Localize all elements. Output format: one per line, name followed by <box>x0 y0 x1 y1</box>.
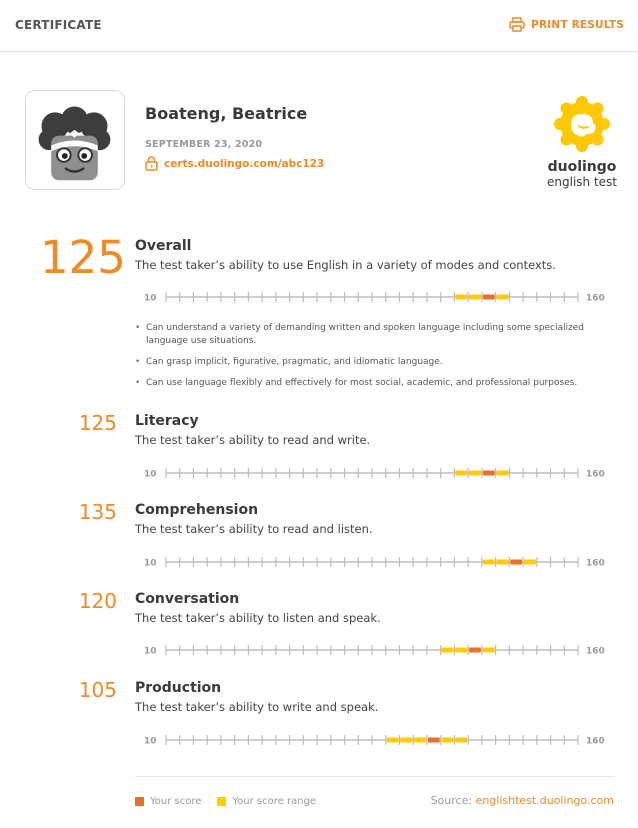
source-link[interactable]: englishtest.duolingo.com <box>475 794 614 807</box>
score-range-segment <box>455 295 467 300</box>
footer-divider <box>135 776 615 777</box>
score-range-segment <box>483 648 495 653</box>
legend <box>135 796 316 807</box>
scale-min-label: 10 <box>144 646 157 657</box>
source-label: Source: <box>430 794 473 807</box>
scale-min-label: 10 <box>144 469 157 480</box>
score-marker <box>483 471 495 476</box>
score-range-segment <box>442 738 454 743</box>
literacy-description: The test taker’s ability to read and write. <box>135 433 371 447</box>
production-description: The test taker’s ability to write and speak. <box>135 700 379 714</box>
conversation-scale <box>140 642 610 658</box>
page-title: CERTIFICATE <box>15 18 102 32</box>
overall-descriptors <box>135 322 615 398</box>
score-range-segment <box>455 471 467 476</box>
certificate-link[interactable] <box>145 156 324 171</box>
score-range-segment <box>455 648 467 653</box>
overall-scale <box>140 289 610 305</box>
score-marker <box>510 560 522 565</box>
certificate-url: certs.duolingo.com/abc123 <box>164 157 325 170</box>
scale-max-label: 160 <box>586 469 605 480</box>
legend-range-label: Your score range <box>232 796 317 807</box>
legend-score-label: Your score <box>150 796 202 807</box>
overall-title: Overall <box>135 238 192 254</box>
descriptor-item: • Can use language flexibly and effectively for most social, academic, and professional purposes. <box>135 377 615 390</box>
overall-description: The test taker’s ability to use English in a variety of modes and contexts. <box>135 258 556 272</box>
score-scale-graphic <box>140 732 610 748</box>
comprehension-scale <box>140 554 610 570</box>
lock-icon <box>145 156 158 171</box>
score-range-segment <box>497 471 509 476</box>
score-range-segment <box>442 648 454 653</box>
comprehension-score: 135 <box>78 500 117 524</box>
score-range-segment <box>497 295 509 300</box>
candidate-name: Boateng, Beatrice <box>145 104 308 123</box>
score-range-segment <box>497 560 509 565</box>
comprehension-title: Comprehension <box>135 502 259 518</box>
conversation-title: Conversation <box>135 591 240 607</box>
score-range-segment <box>455 738 467 743</box>
score-marker <box>428 738 440 743</box>
score-scale-graphic <box>140 642 610 658</box>
avatar <box>25 90 125 190</box>
scale-max-label: 160 <box>586 293 605 304</box>
descriptor-item: • Can grasp implicit, figurative, pragmatic, and idiomatic language. <box>135 356 615 369</box>
character-avatar-icon <box>26 91 123 188</box>
source-credit <box>431 794 614 807</box>
literacy-scale <box>140 465 610 481</box>
score-marker <box>483 295 495 300</box>
score-range-segment <box>414 738 426 743</box>
scale-max-label: 160 <box>586 558 605 569</box>
score-range-segment <box>400 738 412 743</box>
overall-score: 125 <box>40 231 126 284</box>
score-range-segment <box>524 560 536 565</box>
literacy-title: Literacy <box>135 413 199 429</box>
scale-max-label: 160 <box>586 736 605 747</box>
scale-max-label: 160 <box>586 646 605 657</box>
duolingo-logo-icon <box>553 95 611 153</box>
conversation-description: The test taker’s ability to listen and speak. <box>135 611 381 625</box>
literacy-score: 125 <box>78 411 117 435</box>
production-scale <box>140 732 610 748</box>
production-title: Production <box>135 680 222 696</box>
score-scale-graphic <box>140 554 610 570</box>
brand-subtitle: english test <box>547 175 617 189</box>
descriptor-item: • Can understand a variety of demanding written and spoken language including some specialized language use situations. <box>135 322 615 348</box>
printer-icon <box>509 17 525 32</box>
test-date: SEPTEMBER 23, 2020 <box>145 139 263 150</box>
scale-min-label: 10 <box>144 736 157 747</box>
print-results-button[interactable] <box>509 17 624 32</box>
score-swatch <box>135 797 144 806</box>
score-scale-graphic <box>140 465 610 481</box>
score-scale-graphic <box>140 289 610 305</box>
brand-name: duolingo <box>547 159 617 175</box>
print-results-label: PRINT RESULTS <box>531 18 624 31</box>
score-range-segment <box>483 560 495 565</box>
top-bar <box>0 0 638 52</box>
range-swatch <box>217 797 226 806</box>
brand-logo <box>540 95 624 189</box>
score-range-segment <box>387 738 399 743</box>
comprehension-description: The test taker’s ability to read and listen. <box>135 522 373 536</box>
conversation-score: 120 <box>78 589 117 613</box>
scale-min-label: 10 <box>144 293 157 304</box>
production-score: 105 <box>78 678 117 702</box>
score-range-segment <box>469 295 481 300</box>
scale-min-label: 10 <box>144 558 157 569</box>
score-range-segment <box>469 471 481 476</box>
score-marker <box>469 648 481 653</box>
